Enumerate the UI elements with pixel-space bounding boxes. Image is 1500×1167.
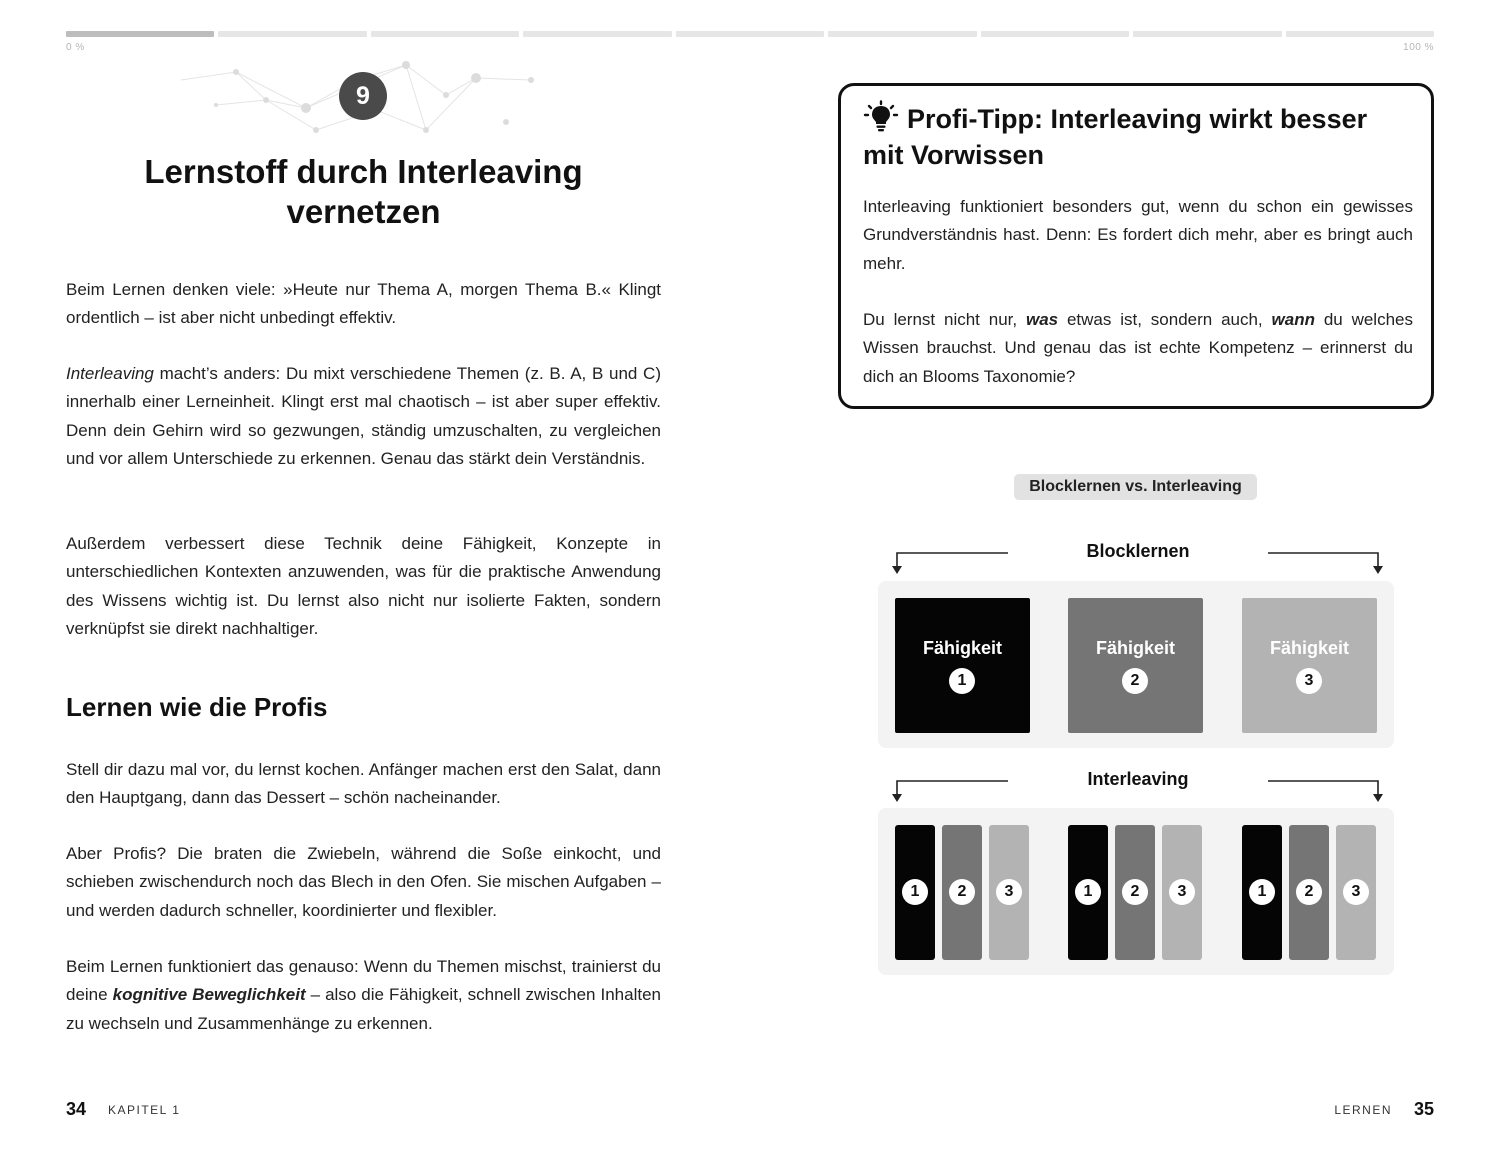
interleave-bar <box>1336 825 1376 960</box>
skill-number: 3 <box>996 879 1022 905</box>
skill-number: 2 <box>949 879 975 905</box>
pro-tip-paragraph: Interleaving funktioniert besonders gut, wenn du schon ein gewisses Grundverständnis hast. Denn: Es fordert dich mehr, aber es bringt auch mehr. <box>863 197 1413 273</box>
paragraph-text: – also die Fähigkeit, schnell zwischen Inhalten zu wechseln und Zusammenhänge zu erkennen. <box>66 985 661 1033</box>
interleave-bar <box>989 825 1029 960</box>
skill-block-2 <box>1068 598 1203 733</box>
skill-number: 3 <box>1343 879 1369 905</box>
paragraph-text: du welches Wissen brauchst. Und genau das ist echte Kompetenz – erinnerst du dich an Blooms Taxonomie? <box>863 310 1413 386</box>
skill-number: 1 <box>949 668 975 694</box>
body-paragraph: Stell dir dazu mal vor, du lernst kochen. Anfänger machen erst den Salat, dann den Hauptgang, dann das Dessert – schön nacheinander. <box>66 760 661 808</box>
body-paragraph: Außerdem verbessert diese Technik deine Fähigkeit, Konzepte in unterschiedlichen Kontexten anzuwenden, was für die praktische Anwendung des Wissens wichtig ist. Du lernst also nicht nur isolierte Fakten, sondern verknüpfst sie direkt nachhaltiger. <box>66 534 661 638</box>
skill-block-3 <box>1242 598 1377 733</box>
page-title-line: Lernstoff durch Interleaving <box>144 153 583 190</box>
emphasis-text: Interleaving <box>66 364 154 383</box>
skill-number: 2 <box>1296 879 1322 905</box>
page-number-right: 35 <box>1413 1099 1434 1119</box>
interleaving-label: Interleaving <box>1008 769 1268 790</box>
paragraph-text: Beim Lernen funktioniert das genauso: Wenn du Themen mischst, trainierst du deine <box>66 957 661 1005</box>
interleave-bar <box>1068 825 1108 960</box>
skill-block-1 <box>895 598 1030 733</box>
interleaving-panel <box>878 808 1394 975</box>
skill-number: 2 <box>1122 879 1148 905</box>
emphasis-text: wann <box>1271 310 1315 329</box>
body-paragraph: Aber Profis? Die braten die Zwiebeln, während die Soße einkocht, und schieben zwischendurch noch das Blech in den Ofen. Sie mischen Aufgaben – und werden dadurch schneller, koordinierter und flexibler. <box>66 844 661 920</box>
block-learning-panel <box>878 581 1394 748</box>
skill-number: 1 <box>1249 879 1275 905</box>
interleave-bar <box>1289 825 1329 960</box>
subheading: Lernen wie die Profis <box>66 692 328 722</box>
skill-label: Fähigkeit <box>1269 638 1349 658</box>
chapter-number-badge: 9 <box>339 72 387 120</box>
emphasis-text: kognitive Beweglichkeit <box>112 985 306 1005</box>
interleave-bar <box>1162 825 1202 960</box>
skill-label: Fähigkeit <box>922 638 1002 658</box>
pro-tip-title-text: Profi-Tipp: Interleaving wirkt besser mit Vorwissen <box>863 104 1368 170</box>
body-paragraph: Beim Lernen denken viele: »Heute nur Thema A, morgen Thema B.« Klingt ordentlich – ist aber nicht unbedingt effektiv. <box>66 280 661 328</box>
page-title-line: vernetzen <box>286 193 441 230</box>
diagram-caption: Blocklernen vs. Interleaving <box>1014 474 1257 500</box>
paragraph-text: etwas ist, sondern auch, <box>1058 310 1272 329</box>
running-head-left: KAPITEL 1 <box>108 1103 181 1117</box>
skill-number: 1 <box>902 879 928 905</box>
skill-label: Fähigkeit <box>1095 638 1175 658</box>
emphasis-text: was <box>1025 310 1059 329</box>
interleave-bar <box>1115 825 1155 960</box>
interleave-bar <box>942 825 982 960</box>
skill-number: 3 <box>1169 879 1195 905</box>
skill-number: 1 <box>1075 879 1101 905</box>
page-number-left: 34 <box>66 1099 87 1119</box>
block-learning-label: Blocklernen <box>1008 541 1268 562</box>
interleave-bar <box>895 825 935 960</box>
paragraph-text: Du lernst nicht nur, <box>863 310 1026 329</box>
running-head-right: LERNEN <box>1334 1103 1392 1117</box>
paragraph-text: macht’s anders: Du mixt verschiedene Themen (z. B. A, B und C) innerhalb einer Lerneinheit. Klingt erst mal chaotisch – ist aber super effektiv. Denn dein Gehirn wird so gezwungen, ständig umzuschalten, zu vergleichen und vor allem Unterschiede zu erkennen. Genau das stärkt dein Verständnis. <box>66 364 661 468</box>
skill-number: 3 <box>1296 668 1322 694</box>
interleave-bar <box>1242 825 1282 960</box>
progress-start-label: 0 % <box>66 42 85 53</box>
progress-end-label: 100 % <box>1403 42 1434 53</box>
skill-number: 2 <box>1122 668 1148 694</box>
